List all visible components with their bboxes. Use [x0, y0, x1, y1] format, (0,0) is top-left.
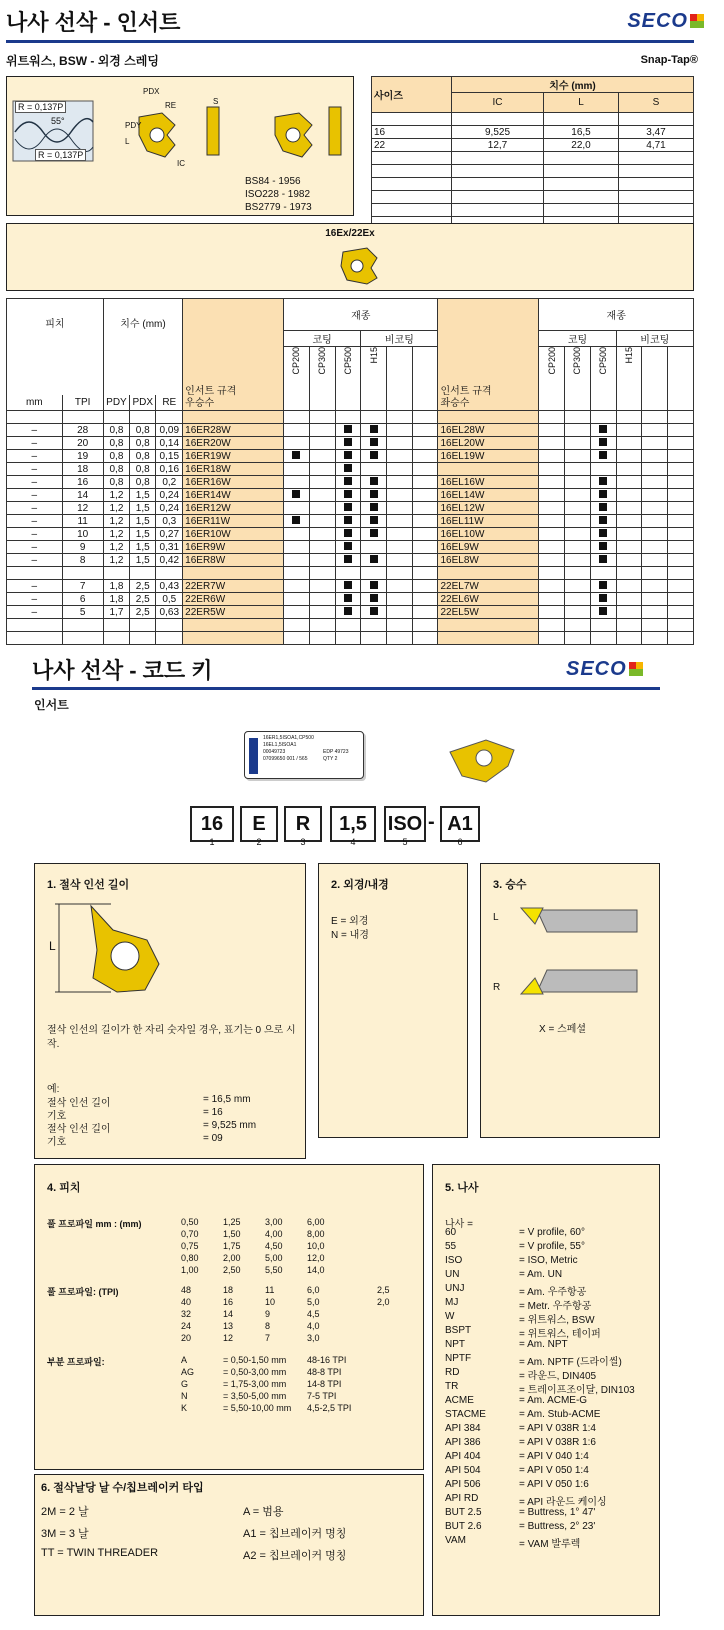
- right-hand-code: 16ER28W: [183, 424, 284, 437]
- code-index-5: 5: [402, 837, 408, 847]
- available-marker: [599, 594, 607, 602]
- available-marker: [599, 490, 607, 498]
- dim-row: 22 12,7 22,0 4,71: [372, 139, 694, 152]
- insert-length-figure: [51, 900, 201, 1020]
- available-marker: [344, 490, 352, 498]
- section-cutting-edge-length: 1. 절삭 인선 길이 L 절삭 인선의 길이가 한 자리 숫자일 경우, 표기는 0 으로 시작. 예: 절삭 인선 길이 = 16,5 mm 기호 = 16 절삭 인선 길이 = 9,525 mm 기호 = 09: [34, 863, 306, 1159]
- insert-row: – 12 1,2 1,5 0,24 16ER12W 16EL12W: [7, 502, 694, 515]
- page2-subtitle: 인서트: [34, 698, 69, 712]
- left-hand-header: 인서트 규격 좌승수: [438, 299, 539, 411]
- left-hand-code: 16EL10W: [438, 528, 539, 541]
- insert-row: – 16 0,8 0,8 0,2 16ER16W 16EL16W: [7, 476, 694, 489]
- right-hand-code: 16ER20W: [183, 437, 284, 450]
- insert-row: – 28 0,8 0,8 0,09 16ER28W 16EL28W: [7, 424, 694, 437]
- code-box-3: R: [284, 806, 322, 842]
- insert-row: – 7 1,8 2,5 0,43 22ER7W 22EL7W: [7, 580, 694, 593]
- right-hand-code: 22ER7W: [183, 580, 284, 593]
- insert-main-table: 피치 치수 (mm) 인서트 규격 우승수 재종 인서트 규격 좌승수 재종 코팅 비코팅 코팅 비코팅 CP200 CP300 CP500 H15 CP200 CP300 CP500 H15 mm TPI PDY PDX RE – 28 0,8 0,8 0,09 16ER28W 16EL28W – 20 0,8 0,8 0,14 16ER20W 16EL20W – 19 0,8 0,8 0,15 16ER19W 16EL19W – 18 0,8 0,8 0,16 16ER18W – 16 0,8 0,8 0,2 16ER16W 16EL16W – 14 1,2 1,5 0,24 16ER14W 16EL14W – 12 1,2 1,5 0,24 16ER12W 16EL12W – 11 1,2 1,5 0,3 16ER11W 16EL11W – 10 1,2 1,5 0,27 16ER10W 16EL10W – 9 1,2 1,5 0,31 16ER9W 16EL9W – 8 1,2 1,5 0,42 16ER8W 16EL8W – 7 1,8 2,5 0,43 22ER7W 22EL7W – 6 1,8 2,5 0,5 22ER6W 22EL6W – 5 1,7 2,5 0,63 22ER5W 22EL5W: [6, 298, 694, 645]
- available-marker: [292, 516, 300, 524]
- insert-row: – 18 0,8 0,8 0,16 16ER18W: [7, 463, 694, 476]
- available-marker: [344, 594, 352, 602]
- available-marker: [370, 477, 378, 485]
- pdy-label: PDY: [125, 121, 142, 130]
- available-marker: [344, 581, 352, 589]
- available-marker: [599, 516, 607, 524]
- right-hand-code: [183, 567, 284, 580]
- insert-row: – 20 0,8 0,8 0,14 16ER20W 16EL20W: [7, 437, 694, 450]
- seco-logo: SECO: [627, 10, 704, 33]
- l-marker: L: [49, 939, 56, 953]
- available-marker: [599, 425, 607, 433]
- right-hand-code: 16ER18W: [183, 463, 284, 476]
- left-hand-code: 22EL7W: [438, 580, 539, 593]
- s-label: S: [213, 97, 219, 106]
- title-rule: [6, 40, 694, 43]
- insert-image-box: [6, 223, 694, 291]
- page-subtitle: 위트워스, BSW - 외경 스레딩: [6, 54, 159, 68]
- seco-logo-2: SECO: [566, 658, 643, 681]
- available-marker: [344, 529, 352, 537]
- available-marker: [344, 542, 352, 550]
- available-marker: [370, 503, 378, 511]
- available-marker: [344, 438, 352, 446]
- l-label: L: [125, 137, 130, 146]
- available-marker: [292, 490, 300, 498]
- available-marker: [370, 529, 378, 537]
- right-hand-code: 16ER9W: [183, 541, 284, 554]
- insert-size-label: 16Ex/22Ex: [325, 228, 375, 239]
- code-box-1: 16: [190, 806, 234, 842]
- insert-row: – 5 1,7 2,5 0,63 22ER5W 22EL5W: [7, 606, 694, 619]
- available-marker: [344, 425, 352, 433]
- left-hand-code: 16EL28W: [438, 424, 539, 437]
- available-marker: [344, 503, 352, 511]
- left-hand-code: 16EL14W: [438, 489, 539, 502]
- left-hand-tool-icon: [517, 896, 657, 936]
- insert-row: – 14 1,2 1,5 0,24 16ER14W 16EL14W: [7, 489, 694, 502]
- available-marker: [370, 555, 378, 563]
- insert-photo: [446, 736, 520, 786]
- code-dash: -: [428, 811, 435, 833]
- left-hand-code: 16EL12W: [438, 502, 539, 515]
- pdx-label: PDX: [143, 87, 160, 96]
- available-marker: [599, 555, 607, 563]
- radius-bottom-label: R = 0,137P: [35, 149, 86, 161]
- re-label: RE: [165, 101, 177, 110]
- page2-title: 나사 선삭 - 코드 키: [32, 658, 213, 683]
- left-hand-code: 16EL16W: [438, 476, 539, 489]
- insert-row: – 9 1,2 1,5 0,31 16ER9W 16EL9W: [7, 541, 694, 554]
- code-box-2: E: [240, 806, 278, 842]
- available-marker: [599, 477, 607, 485]
- right-hand-code: 16ER14W: [183, 489, 284, 502]
- available-marker: [599, 503, 607, 511]
- right-hand-code: 16ER10W: [183, 528, 284, 541]
- dim-row: 16 9,525 16,5 3,47: [372, 126, 694, 139]
- section-hand: 3. 승수 L R X = 스페셜: [480, 863, 660, 1138]
- code-box-5: ISO: [384, 806, 426, 842]
- insert-icon: [337, 244, 381, 288]
- available-marker: [599, 581, 607, 589]
- title-rule-2: [32, 687, 660, 690]
- available-marker: [344, 607, 352, 615]
- sec1-desc: 절삭 인선의 길이가 한 자리 숫자일 경우, 표기는 0 으로 시작.: [47, 1025, 296, 1050]
- available-marker: [370, 451, 378, 459]
- right-hand-code: 22ER6W: [183, 593, 284, 606]
- code-box-6: A1: [440, 806, 480, 842]
- product-label: 16ER1,5ISOA1,CP500 16EL1,5ISOA1 00049723 07099650 001 / 565 EDP 49723 QTY 2: [244, 731, 364, 779]
- insert-row: – 11 1,2 1,5 0,3 16ER11W 16EL11W: [7, 515, 694, 528]
- left-hand-code: 16EL20W: [438, 437, 539, 450]
- standards-list: BS84 - 1956 ISO228 - 1982 BS2779 - 1973: [245, 176, 312, 213]
- available-marker: [344, 451, 352, 459]
- sec1-example: 예:: [47, 1084, 60, 1095]
- snaptap-label: Snap-Tap®: [640, 54, 698, 66]
- radius-top-label: R = 0,137P: [15, 101, 66, 113]
- available-marker: [370, 516, 378, 524]
- code-index-4: 4: [350, 837, 356, 847]
- left-hand-code: 16EL19W: [438, 450, 539, 463]
- right-hand-code: 22ER5W: [183, 606, 284, 619]
- left-hand-code: [438, 463, 539, 476]
- insert-row: – 19 0,8 0,8 0,15 16ER19W 16EL19W: [7, 450, 694, 463]
- section-pitch: 4. 피치 풀 프로파일 mm : (mm) 0,50 0,70 0,75 0,80 1,00 1,25 1,50 1,75 2,00 2,50 3,00 4,00 4,50 5,00 5,50 6,00 8,00 10,0 12,0 14,0 풀 프로파일: (TPI) 48 40 32 24 20 18 16 14 13 12 11 10 9 8 7 6,0 5,0 4,5 4,0 3,0 2,5 2,0 부분 프로파일: A = 0,50-1,50 mm 48-16 TPI AG = 0,50-3,00 mm 48-8 TPI G = 1,75-3,00 mm 14-8 TPI N = 3,50-5,00 mm 7-5 TPI K = 5,50-10,00 mm 4,5-2,5 TPI: [34, 1164, 424, 1470]
- left-hand-code: [438, 567, 539, 580]
- angle-label: 55°: [51, 116, 65, 126]
- dimension-table: 사이즈 치수 (mm) IC L S 16 9,525 16,5 3,47 22 12,7 22,0 4,71: [371, 76, 694, 230]
- available-marker: [599, 529, 607, 537]
- code-box-4: 1,5: [330, 806, 376, 842]
- right-hand-code: 16ER12W: [183, 502, 284, 515]
- right-hand-code: 16ER8W: [183, 554, 284, 567]
- insert-row: [7, 567, 694, 580]
- available-marker: [599, 451, 607, 459]
- profile-box: [6, 76, 354, 216]
- right-hand-code: 16ER16W: [183, 476, 284, 489]
- available-marker: [599, 542, 607, 550]
- left-hand-code: 16EL9W: [438, 541, 539, 554]
- available-marker: [292, 451, 300, 459]
- available-marker: [370, 490, 378, 498]
- right-hand-header: 인서트 규격 우승수: [183, 299, 284, 411]
- right-hand-tool-icon: [517, 966, 657, 1006]
- available-marker: [370, 438, 378, 446]
- right-hand-code: 16ER19W: [183, 450, 284, 463]
- label-brand-strip: [249, 738, 258, 774]
- available-marker: [370, 594, 378, 602]
- section-external-internal: 2. 외경/내경 E = 외경 N = 내경: [318, 863, 468, 1138]
- available-marker: [370, 425, 378, 433]
- code-index-1: 1: [209, 837, 215, 847]
- available-marker: [370, 607, 378, 615]
- section-thread: 5. 나사 나사 = 60 = V profile, 60° 55 = V profile, 55° ISO = ISO, Metric UN = Am. UN UNJ = Am. 우주항공 MJ = Metr. 우주항공 W = 위트워스, BSW BSPT = 위트워스, 테이퍼 NPT = Am. NPT NPTF = Am. NPTF (드라이씰) RD = 라운드, DIN405 TR = 트레이프조이달, DIN103 ACME = Am. ACME-G STACME = Am. Stub-ACME API 384 = API V 038R 1:4 API 386 = API V 038R 1:6 API 404 = API V 040 1:4 API 504 = API V 050 1:4 API 506 = API V 050 1:6 API RD = API 라운드 케이싱 BUT 2.5 = Buttress, 1° 47' BUT 2.6 = Buttress, 2° 23' VAM = VAM 발루렉: [432, 1164, 660, 1616]
- ic-label: IC: [177, 159, 185, 168]
- left-hand-code: 16EL11W: [438, 515, 539, 528]
- left-hand-code: 22EL5W: [438, 606, 539, 619]
- code-index-3: 3: [300, 837, 306, 847]
- left-hand-code: 16EL8W: [438, 554, 539, 567]
- insert-row: – 6 1,8 2,5 0,5 22ER6W 22EL6W: [7, 593, 694, 606]
- right-hand-code: 16ER11W: [183, 515, 284, 528]
- available-marker: [370, 581, 378, 589]
- available-marker: [344, 516, 352, 524]
- left-hand-code: 22EL6W: [438, 593, 539, 606]
- available-marker: [599, 607, 607, 615]
- available-marker: [344, 464, 352, 472]
- available-marker: [344, 555, 352, 563]
- insert-row: – 8 1,2 1,5 0,42 16ER8W 16EL8W: [7, 554, 694, 567]
- section-flutes-chipbreaker: 6. 절삭날당 날 수/칩브레이커 타입 2M = 2 날 A = 범용 3M = 3 날 A1 = 칩브레이커 명칭 TT = TWIN THREADER A2 = 칩브레이커 명칭: [34, 1474, 424, 1616]
- available-marker: [344, 477, 352, 485]
- available-marker: [599, 438, 607, 446]
- page-title: 나사 선삭 - 인서트: [6, 10, 181, 35]
- code-index-2: 2: [256, 837, 262, 847]
- code-index-6: 6: [457, 837, 463, 847]
- insert-row: – 10 1,2 1,5 0,27 16ER10W 16EL10W: [7, 528, 694, 541]
